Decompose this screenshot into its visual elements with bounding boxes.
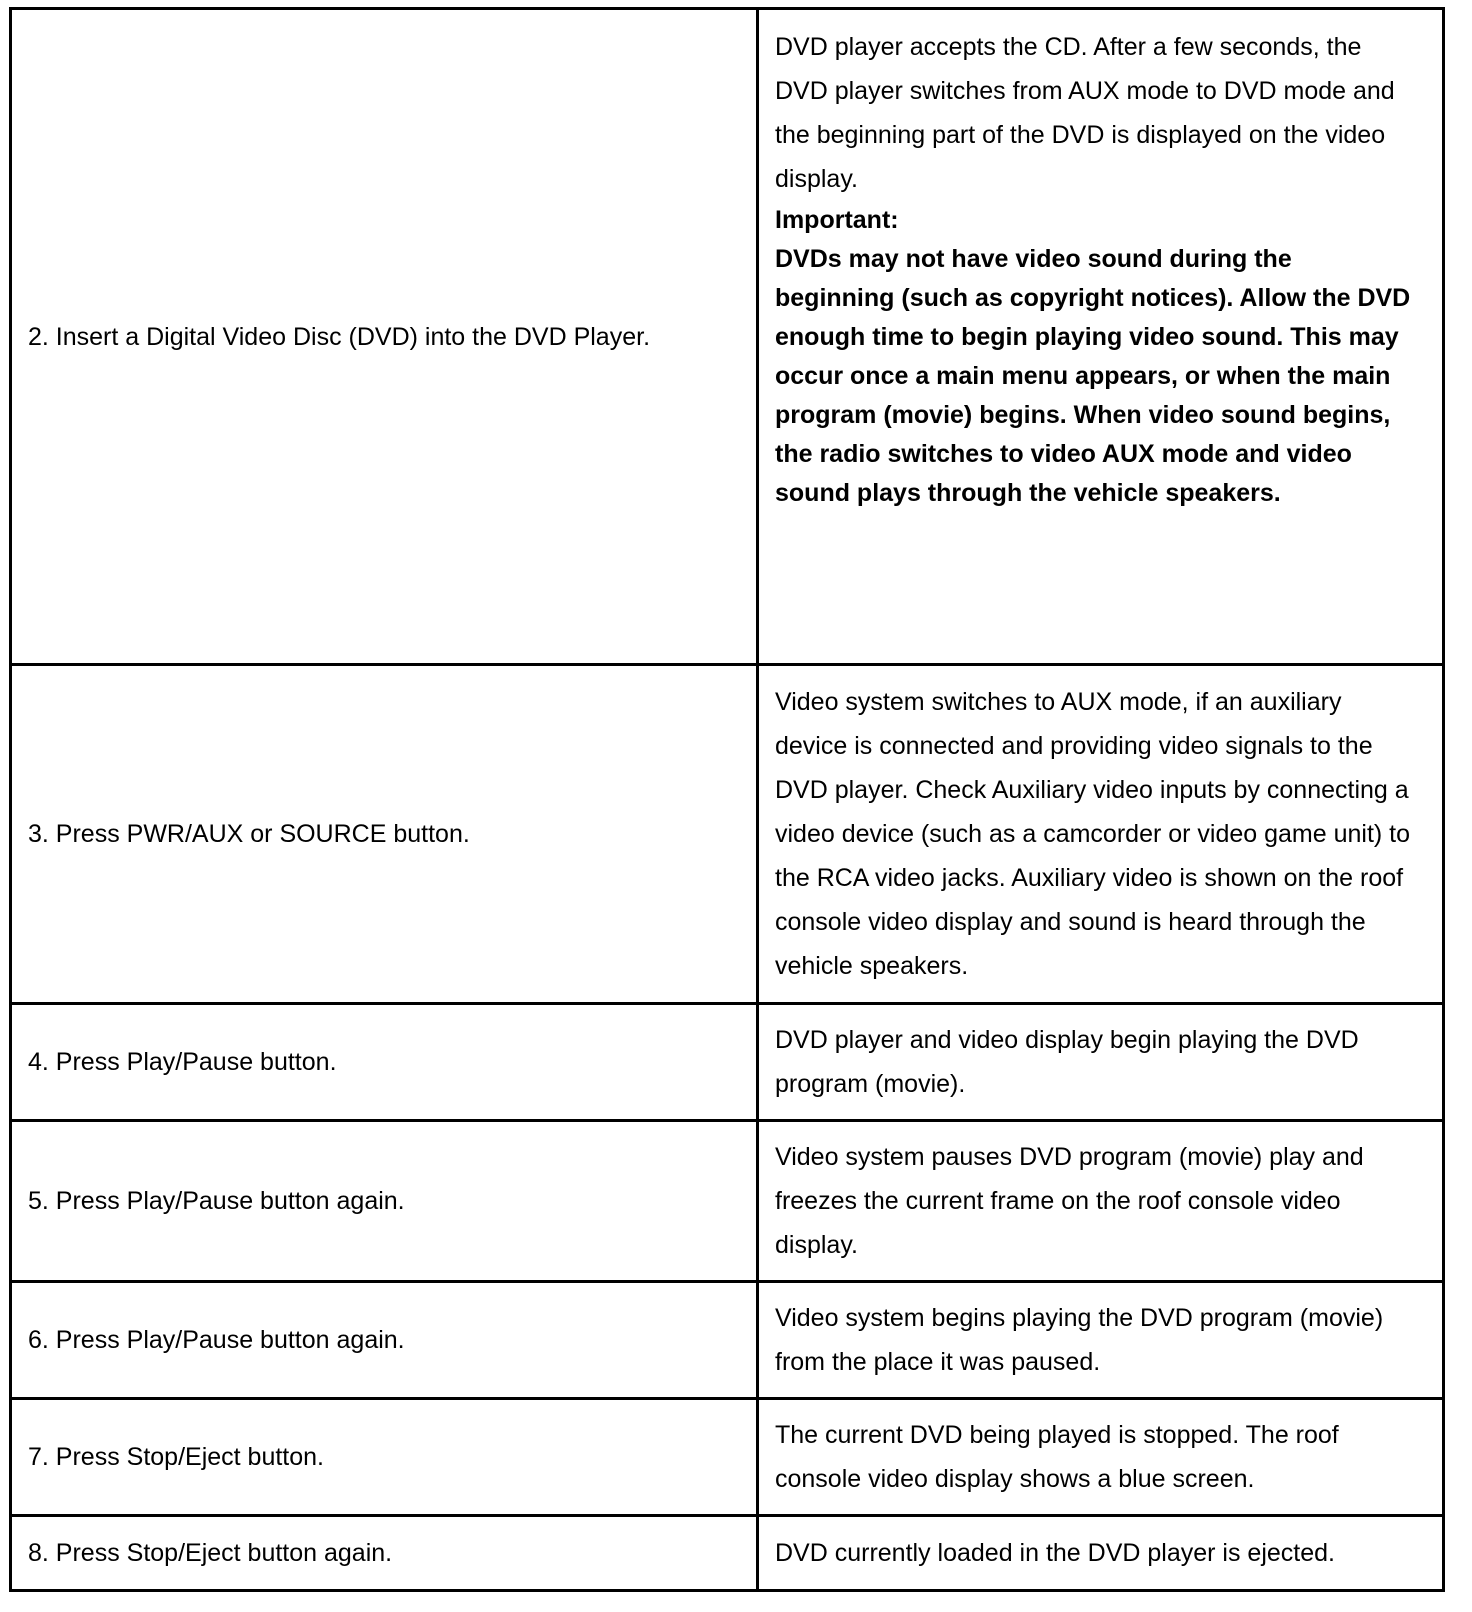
result-text: Video system pauses DVD program (movie) play and freezes the current frame on the roof console video display. [775, 1143, 1364, 1259]
result-text: Video system switches to AUX mode, if an auxiliary device is connected and providing video signals to the DVD player. Check Auxiliary video inputs by connecting a video device (such as a camcorder or video game unit) to the RCA video jacks. Auxiliary video is shown on the roof console video display and sound is heard through the vehicle speakers. [775, 688, 1411, 980]
step-text: 4. Press Play/Pause button. [28, 1048, 337, 1076]
result-cell [758, 1121, 1444, 1282]
table-row [11, 1004, 1444, 1121]
step-cell [11, 1516, 758, 1591]
step-text: 7. Press Stop/Eject button. [28, 1443, 324, 1471]
step-cell [11, 1399, 758, 1516]
procedure-table [9, 7, 1445, 1592]
step-text: 3. Press PWR/AUX or SOURCE button. [28, 820, 470, 848]
result-cell [758, 665, 1444, 1004]
result-cell [758, 9, 1444, 665]
result-text: DVD currently loaded in the DVD player is ejected. [775, 1539, 1335, 1567]
table-row [11, 9, 1444, 665]
result-text: Video system begins playing the DVD program (movie) from the place it was paused. [775, 1304, 1384, 1376]
result-text: DVD player accepts the CD. After a few seconds, the DVD player switches from AUX mode to DVD mode and the beginning part of the DVD is displayed on the video display. [775, 33, 1395, 193]
step-text: 6. Press Play/Pause button again. [28, 1326, 405, 1354]
result-text: The current DVD being played is stopped. The roof console video display shows a blue screen. [775, 1421, 1339, 1493]
table-row [11, 665, 1444, 1004]
step-text: 2. Insert a Digital Video Disc (DVD) into the DVD Player. [28, 322, 651, 351]
important-heading: Important: [775, 206, 899, 234]
step-text: 8. Press Stop/Eject button again. [28, 1539, 393, 1567]
result-cell [758, 1516, 1444, 1591]
step-cell [11, 665, 758, 1004]
step-cell [11, 9, 758, 665]
important-note: DVDs may not have video sound during the beginning (such as copyright notices). Allow the DVD enough time to begin playing video sound. This may occur once a main menu appears, or when the main program (movie) begins. When video sound begins, the radio switches to video AUX mode and video sound plays through the vehicle speakers. [775, 245, 1411, 507]
table-row [11, 1516, 1444, 1591]
table-row [11, 1399, 1444, 1516]
result-text: DVD player and video display begin playing the DVD program (movie). [775, 1026, 1359, 1098]
step-cell [11, 1004, 758, 1121]
step-cell [11, 1282, 758, 1399]
result-cell [758, 1282, 1444, 1399]
table-row [11, 1121, 1444, 1282]
result-cell [758, 1399, 1444, 1516]
result-cell [758, 1004, 1444, 1121]
step-cell [11, 1121, 758, 1282]
step-text: 5. Press Play/Pause button again. [28, 1187, 405, 1215]
table-row [11, 1282, 1444, 1399]
